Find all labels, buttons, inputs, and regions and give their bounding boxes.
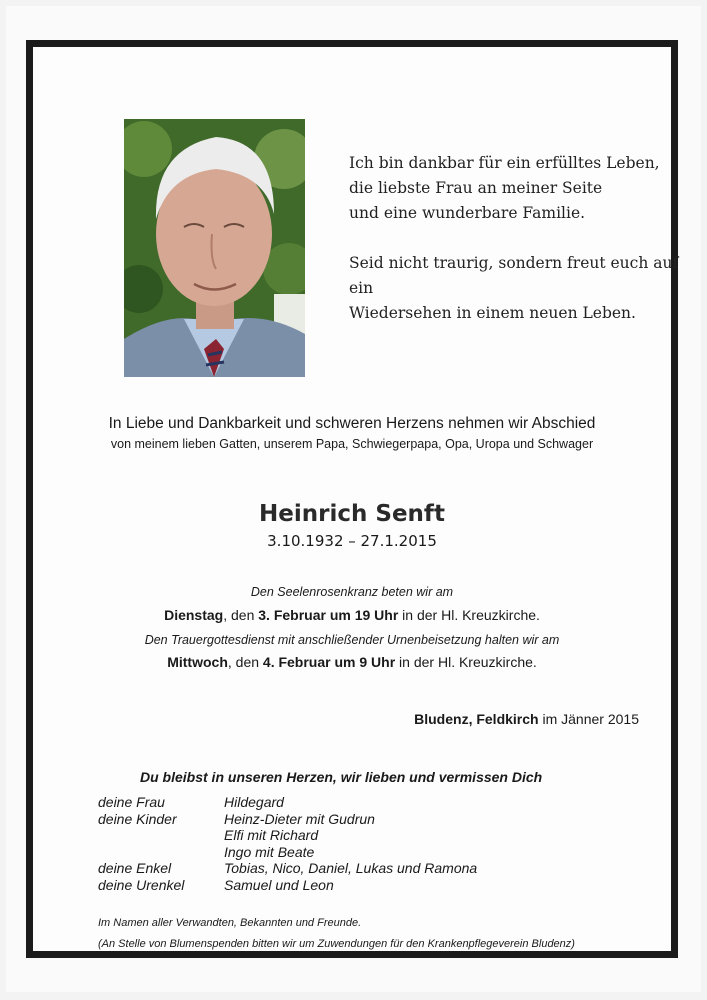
quote-line: Wiedersehen in einem neuen Leben. <box>349 304 636 322</box>
mass-details <box>33 654 671 670</box>
place-names: Bludenz, Feldkirch <box>414 711 539 727</box>
family-names: Hildegard <box>224 794 284 810</box>
family-names: Ingo mit Beate <box>224 843 315 860</box>
mass-day: Mittwoch <box>167 654 228 670</box>
quote-line: Seid nicht traurig, sondern freut euch auf ein <box>349 254 679 297</box>
family-row <box>98 877 477 894</box>
family-role: deine Kinder <box>98 810 177 827</box>
family-row <box>98 827 477 844</box>
family-row <box>98 794 477 811</box>
mass-mid: , den <box>227 654 263 670</box>
family-names: Tobias, Nico, Daniel, Lukas und Ramona <box>224 860 478 876</box>
mass-place: in der Hl. Kreuzkirche. <box>395 654 537 670</box>
rosary-day: Dienstag <box>164 607 224 623</box>
family-role <box>98 844 224 861</box>
rosary-mid: , den <box>223 607 259 623</box>
rosary-place: in der Hl. Kreuzkirche. <box>398 607 540 623</box>
family-names: Samuel und Leon <box>224 876 334 893</box>
quote-block <box>349 151 679 326</box>
portrait-photo <box>124 119 305 377</box>
footer-note: Im Namen aller Verwandten, Bekannten und Freunde. <box>98 917 362 929</box>
quote-line: Ich bin dankbar für ein erfülltes Leben, <box>349 154 660 172</box>
family-row <box>98 860 477 877</box>
family-heading: Du bleibst in unseren Herzen, wir lieben und vermissen Dich <box>140 769 543 785</box>
rosary-date-time: 3. Februar um 19 Uhr <box>258 607 399 623</box>
place-date <box>414 711 639 727</box>
rosary-details <box>33 607 671 623</box>
quote-line: die liebste Frau an meiner Seite <box>349 179 603 197</box>
rosary-intro: Den Seelenrosenkranz beten wir am <box>250 585 454 599</box>
relationship-line: von meinem lieben Gatten, unserem Papa, Schwiegerpapa, Opa, Uropa und Schwager <box>110 437 594 451</box>
deceased-name: Heinrich Senft <box>259 501 445 527</box>
family-row <box>98 844 477 861</box>
family-list <box>98 794 477 893</box>
paper-sheet <box>6 6 701 992</box>
family-role <box>98 827 224 844</box>
family-row <box>98 811 477 828</box>
quote-line: und eine wunderbare Familie. <box>349 204 586 222</box>
mass-intro: Den Trauergottesdienst mit anschließender Urnenbeisetzung halten wir am <box>144 633 560 647</box>
family-role: deine Frau <box>98 794 165 810</box>
donation-note: (An Stelle von Blumenspenden bitten wir um Zuwendungen für den Krankenpflegeverein Bludenz) <box>98 938 575 950</box>
mourning-border-frame <box>26 40 678 958</box>
farewell-line: In Liebe und Dankbarkeit und schweren Herzens nehmen wir Abschied <box>108 415 596 432</box>
family-role: deine Enkel <box>98 860 172 876</box>
family-names: Elfi mit Richard <box>224 827 319 843</box>
mass-date-time: 4. Februar um 9 Uhr <box>262 654 396 670</box>
family-role: deine Urenkel <box>98 876 185 893</box>
life-dates: 3.10.1932 – 27.1.2015 <box>267 532 437 550</box>
family-names: Heinz-Dieter mit Gudrun <box>224 810 375 827</box>
place-date-text: im Jänner 2015 <box>538 711 639 727</box>
